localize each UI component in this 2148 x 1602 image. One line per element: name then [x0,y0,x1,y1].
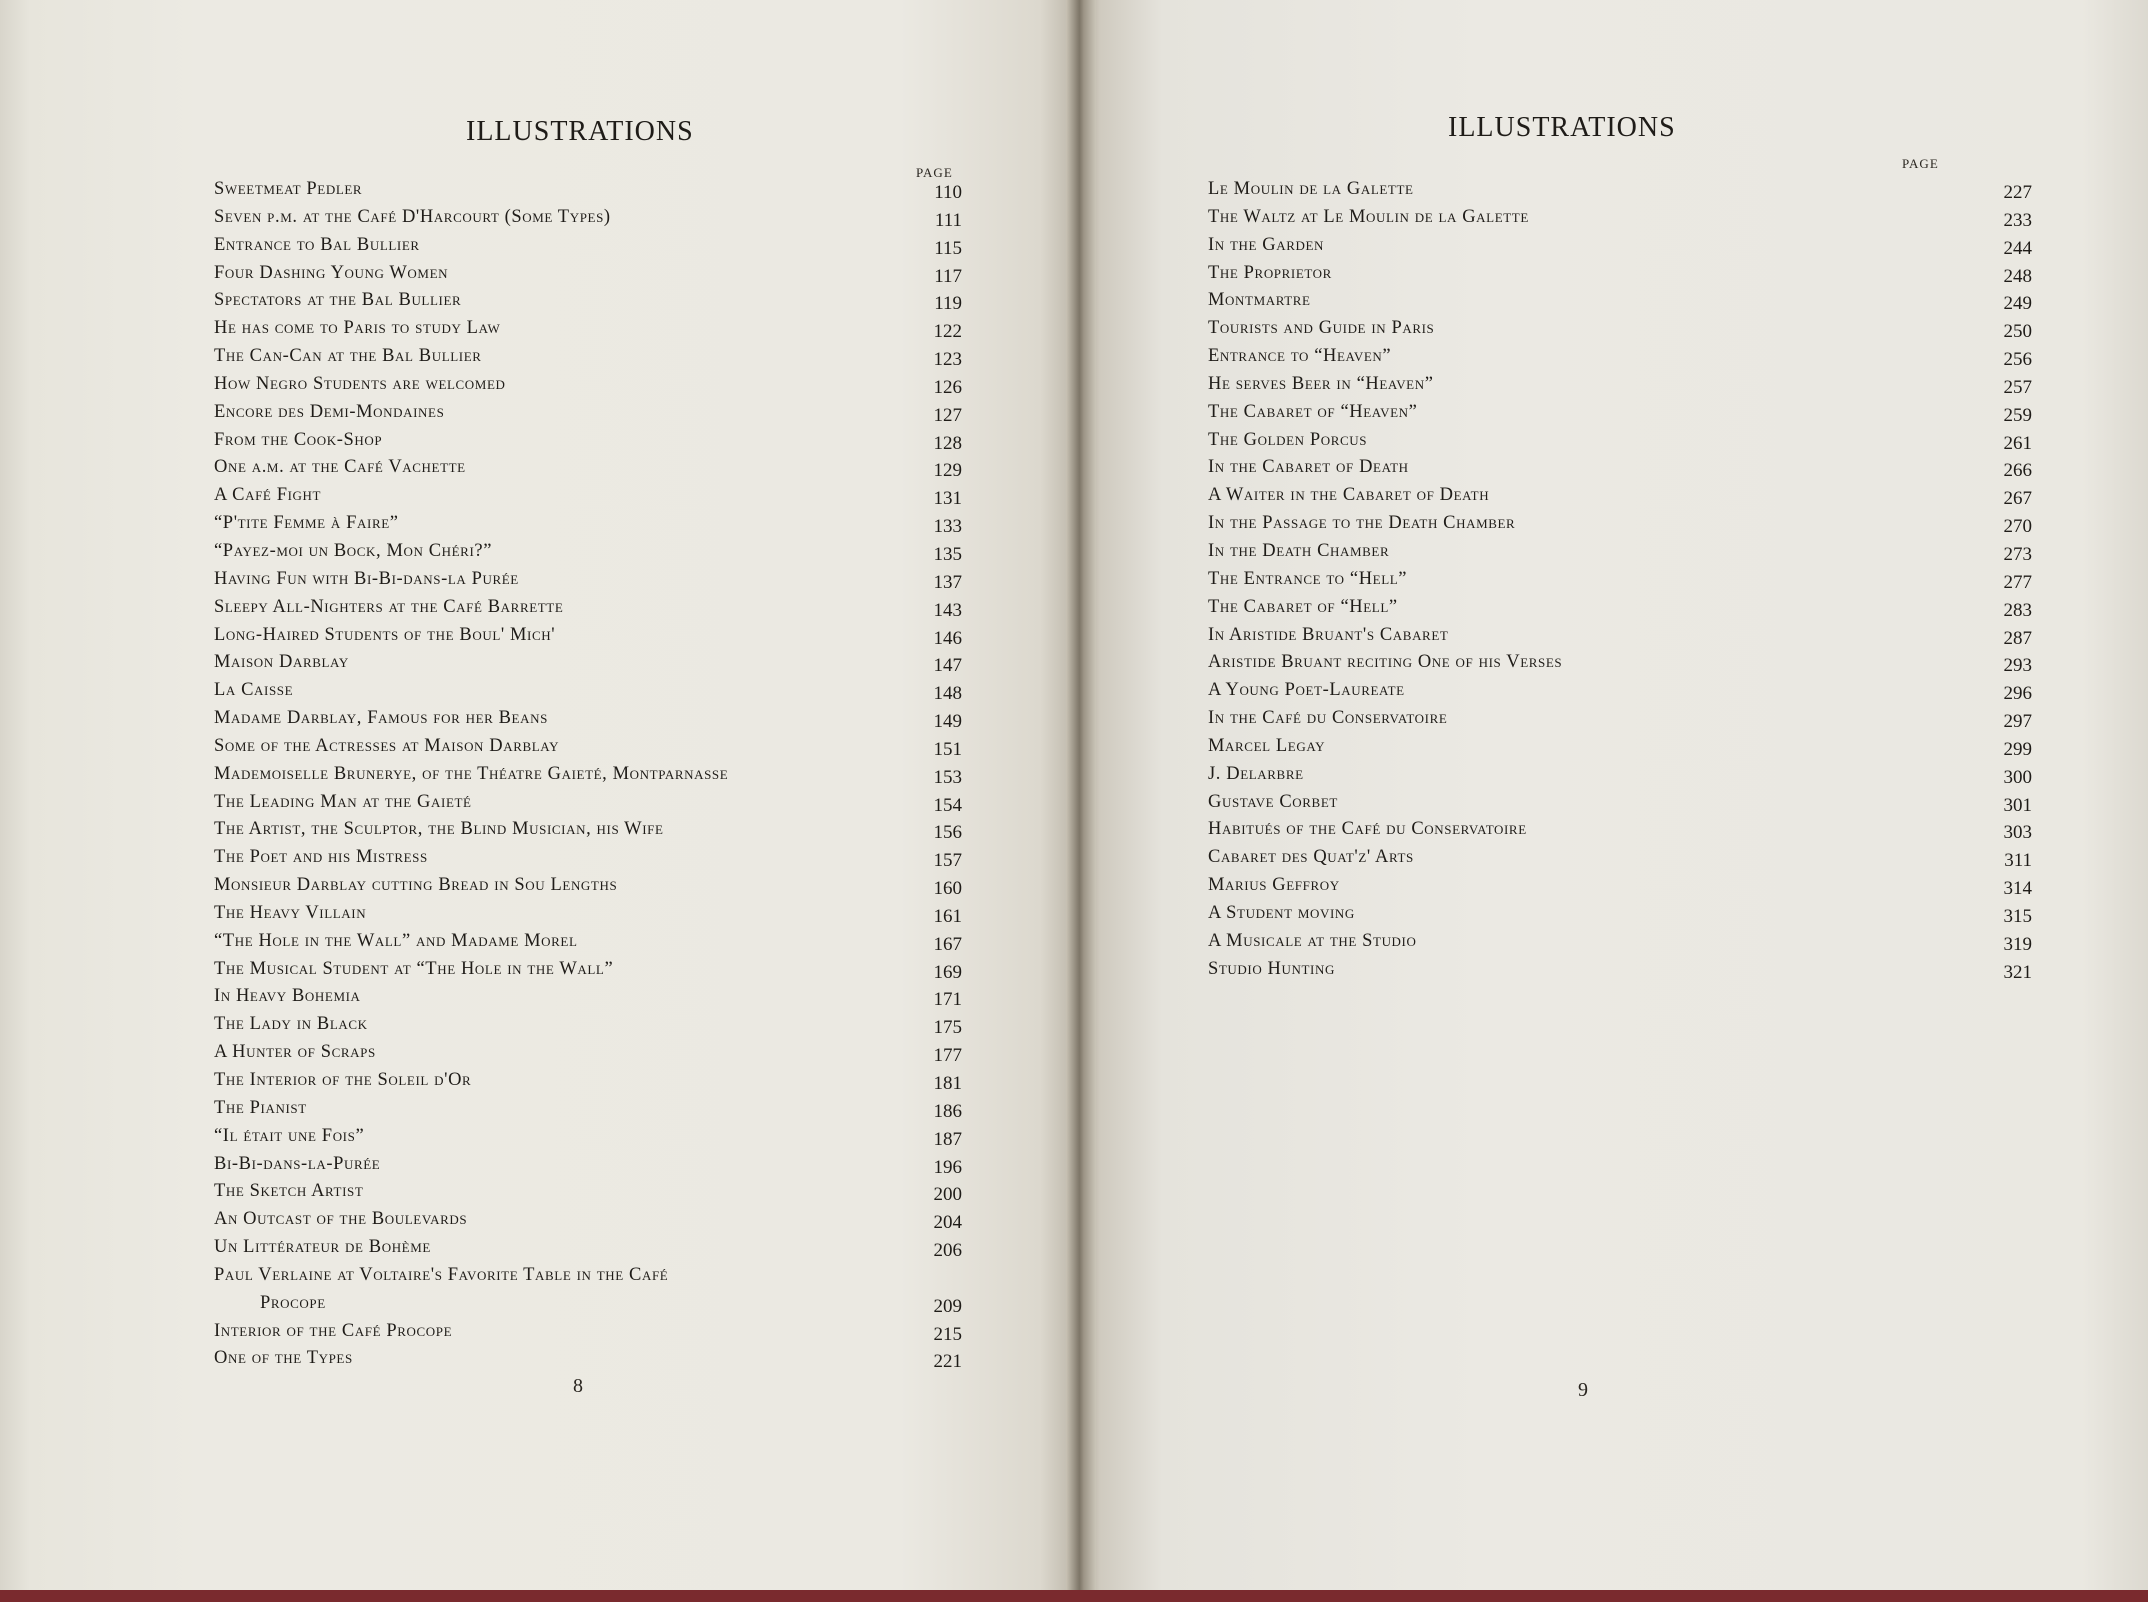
illustration-entry [214,761,962,789]
illustration-title: A Waiter in the Cabaret of Death [1208,485,1490,506]
illustration-page-number: 119 [934,293,962,315]
illustration-title: He has come to Paris to study Law [214,318,501,339]
illustration-page-number: 233 [2003,209,2032,231]
illustration-entry [214,427,962,455]
illustration-entry [214,1039,962,1067]
illustration-entry [1208,427,2032,455]
illustration-title: “Payez-moi un Bock, Mon Chéri?” [214,540,493,561]
illustration-title: A Student moving [1208,902,1355,923]
illustration-entry [214,789,962,817]
illustration-title: The Cabaret of “Heaven” [1208,401,1418,422]
illustration-page-number: 209 [933,1295,962,1317]
illustration-page-number: 204 [933,1212,962,1234]
illustration-entry [1208,510,2032,538]
illustration-title: In the Death Chamber [1208,540,1390,561]
illustration-page-number: 111 [934,209,962,231]
illustration-title: La Caisse [214,680,294,701]
illustration-page-number: 293 [2003,655,2032,677]
illustration-title: Interior of the Café Procope [214,1320,453,1341]
illustration-entry [214,1318,962,1346]
left-illustration-list [214,176,962,1373]
illustration-entry [214,844,962,872]
illustration-entry [1208,900,2032,928]
illustration-page-number: 273 [2003,543,2032,565]
illustration-entry [1208,816,2032,844]
illustration-page-number: 257 [2003,376,2032,398]
illustration-title: In the Passage to the Death Chamber [1208,513,1516,534]
illustration-title: J. Delarbre [1208,763,1304,784]
illustration-page-number: 122 [933,321,962,343]
illustration-page-number: 181 [933,1073,962,1094]
illustration-title: Spectators at the Bal Bullier [214,290,462,311]
illustration-entry [1208,956,2032,984]
illustration-page-number: 177 [933,1045,962,1067]
illustration-title: Long-Haired Students of the Boul' Mich' [214,624,556,645]
illustration-title: Cabaret des Quat'z' Arts [1208,847,1414,868]
left-page-number: 8 [573,1375,583,1397]
illustration-page-number: 256 [2003,349,2032,371]
illustration-page-number: 277 [2003,571,2032,593]
illustration-title: Entrance to “Heaven” [1208,346,1392,367]
illustration-title: The Can-Can at the Bal Bullier [214,346,482,367]
illustration-page-number: 315 [2003,905,2032,927]
illustration-title: The Golden Porcus [1208,429,1368,450]
illustration-title: “P'tite Femme à Faire” [214,513,399,534]
illustration-entry [1208,928,2032,956]
illustration-title: In the Cabaret of Death [1208,457,1409,478]
illustration-title: The Artist, the Sculptor, the Blind Musician, his Wife [214,819,664,840]
illustration-page-number: 227 [2003,182,2032,203]
illustration-page-number: 296 [2003,683,2032,705]
illustration-entry [214,705,962,733]
illustration-entry [1208,705,2032,733]
illustration-page-number: 147 [933,655,962,677]
illustration-entry [214,204,962,232]
illustration-title: Un Littérateur de Bohème [214,1237,431,1258]
illustration-page-number: 157 [933,850,962,872]
illustration-title: Le Moulin de la Galette [1208,179,1414,199]
illustration-title: Bi-Bi-dans-la-Purée [214,1153,381,1174]
illustration-entry [1208,232,2032,260]
illustration-title: Madame Darblay, Famous for her Beans [214,708,548,729]
illustration-page-number: 131 [933,488,962,510]
right-page-heading: ILLUSTRATIONS [1448,112,1676,143]
illustration-page-number: 115 [934,237,962,259]
illustration-page-number: 297 [2003,711,2032,733]
illustration-entry [214,260,962,288]
illustration-page-number: 206 [933,1240,962,1262]
illustration-page-number: 161 [933,905,962,927]
illustration-page-number: 311 [2004,850,2032,872]
right-page [1082,0,2148,1596]
illustration-page-number: 250 [2003,321,2032,343]
illustration-page-number: 244 [2003,237,2032,259]
illustration-entry [214,1178,962,1206]
illustration-entry [214,315,962,343]
illustration-entry [214,399,962,427]
illustration-entry [1208,371,2032,399]
illustration-page-number: 133 [933,516,962,538]
illustration-title: Gustave Corbet [1208,791,1338,812]
illustration-page-number: 249 [2003,293,2032,315]
illustration-entry [214,287,962,315]
illustration-page-number: 303 [2003,822,2032,844]
illustration-page-number: 156 [933,822,962,844]
illustration-page-number: 259 [2003,404,2032,426]
illustration-page-number: 117 [934,265,962,287]
illustration-page-number: 186 [933,1100,962,1122]
illustration-page-number: 110 [934,182,962,203]
illustration-entry [214,454,962,482]
illustration-title: A Café Fight [214,485,322,506]
illustration-entry [1208,287,2032,315]
left-page-heading: ILLUSTRATIONS [466,116,694,147]
illustration-page-number: 137 [933,571,962,593]
illustration-entry [214,983,962,1011]
illustration-title: The Sketch Artist [214,1181,364,1202]
illustration-entry [214,371,962,399]
illustration-page-number: 146 [933,627,962,649]
right-illustration-list [1208,176,2032,983]
illustration-title: An Outcast of the Boulevards [214,1209,468,1230]
book-gutter [1066,0,1096,1602]
illustration-title: In Heavy Bohemia [214,986,361,1007]
illustration-title-continuation: Procope [260,1292,326,1313]
illustration-entry [214,872,962,900]
illustration-title: Encore des Demi-Mondaines [214,401,445,422]
illustration-entry [214,176,962,204]
illustration-entry [1208,594,2032,622]
illustration-page-number: 167 [933,933,962,955]
illustration-page-number: 123 [933,349,962,371]
illustration-title: A Hunter of Scraps [214,1042,376,1063]
illustration-entry [214,1206,962,1234]
illustration-title: A Young Poet-Laureate [1208,680,1405,701]
illustration-entry [214,1123,962,1151]
illustration-title: Seven p.m. at the Café D'Harcourt (Some Types) [214,206,611,227]
illustration-page-number: 287 [2003,627,2032,649]
illustration-title: Tourists and Guide in Paris [1208,318,1435,339]
illustration-entry [214,956,962,984]
illustration-page-number: 148 [933,683,962,705]
illustration-entry [214,566,962,594]
illustration-title: “The Hole in the Wall” and Madame Morel [214,930,578,951]
illustration-title: Marcel Legay [1208,735,1326,756]
illustration-entry [214,1262,962,1318]
illustration-entry [1208,649,2032,677]
illustration-page-number: 248 [2003,265,2032,287]
illustration-entry [1208,789,2032,817]
illustration-page-number: 300 [2003,766,2032,788]
illustration-title: He serves Beer in “Heaven” [1208,373,1434,394]
illustration-entry [214,928,962,956]
illustration-page-number: 267 [2003,488,2032,510]
illustration-title: How Negro Students are welcomed [214,373,506,394]
illustration-page-number: 299 [2003,738,2032,760]
illustration-title: Maison Darblay [214,652,349,673]
illustration-entry [1208,538,2032,566]
illustration-entry [1208,761,2032,789]
illustration-entry [214,816,962,844]
illustration-entry [214,538,962,566]
illustration-page-number: 261 [2003,432,2032,454]
illustration-title: Some of the Actresses at Maison Darblay [214,735,560,756]
illustration-entry [1208,566,2032,594]
illustration-title: Having Fun with Bi-Bi-dans-la Purée [214,568,519,589]
illustration-entry [1208,260,2032,288]
illustration-page-number: 149 [933,711,962,733]
illustration-entry [1208,677,2032,705]
illustration-title: Habitués of the Café du Conservatoire [1208,819,1527,840]
illustration-title: In the Garden [1208,234,1325,255]
illustration-page-number: 175 [933,1017,962,1039]
illustration-page-number: 135 [933,543,962,565]
illustration-title: Paul Verlaine at Voltaire's Favorite Table in the Café [214,1264,669,1285]
illustration-title: Aristide Bruant reciting One of his Verses [1208,652,1563,673]
illustration-title: The Interior of the Soleil d'Or [214,1070,472,1090]
illustration-title: Sleepy All-Nighters at the Café Barrette [214,596,564,617]
illustration-entry [214,1011,962,1039]
illustration-entry [214,1345,962,1373]
illustration-entry [214,232,962,260]
illustration-entry [1208,733,2032,761]
illustration-page-number: 283 [2003,599,2032,621]
illustration-title: Montmartre [1208,290,1311,311]
illustration-page-number: 128 [933,432,962,454]
illustration-page-number: 221 [933,1351,962,1373]
illustration-entry [1208,343,2032,371]
illustration-entry [1208,315,2032,343]
illustration-page-number: 215 [933,1323,962,1345]
illustration-title: One of the Types [214,1348,353,1369]
illustration-page-number: 127 [933,404,962,426]
illustration-page-number: 321 [2003,961,2032,983]
illustration-title: “Il était une Fois” [214,1125,365,1146]
illustration-entry [1208,622,2032,650]
illustration-title: The Cabaret of “Hell” [1208,596,1398,617]
illustration-entry [214,482,962,510]
illustration-entry [1208,399,2032,427]
illustration-entry [1208,204,2032,232]
illustration-entry [214,649,962,677]
illustration-title: The Poet and his Mistress [214,847,428,868]
illustration-entry [1208,844,2032,872]
illustration-entry [214,510,962,538]
illustration-page-number: 196 [933,1156,962,1178]
illustration-title: From the Cook-Shop [214,429,383,450]
illustration-page-number: 171 [933,989,962,1011]
illustration-page-number: 153 [933,766,962,788]
illustration-page-number: 169 [933,961,962,983]
illustration-page-number: 319 [2003,933,2032,955]
illustration-entry [214,677,962,705]
illustration-title: The Lady in Black [214,1014,368,1035]
right-page-number: 9 [1578,1379,1588,1401]
illustration-title: Four Dashing Young Women [214,262,449,283]
illustration-title: The Waltz at Le Moulin de la Galette [1208,206,1529,227]
illustration-title: In Aristide Bruant's Cabaret [1208,624,1449,645]
illustration-title: The Pianist [214,1097,307,1118]
illustration-entry [214,594,962,622]
illustration-title: The Entrance to “Hell” [1208,568,1408,589]
illustration-title: The Proprietor [1208,262,1332,283]
illustration-title: Monsieur Darblay cutting Bread in Sou Lengths [214,875,618,896]
illustration-title: In the Café du Conservatoire [1208,708,1448,729]
illustration-entry [1208,176,2032,204]
illustration-title: The Leading Man at the Gaieté [214,791,472,812]
illustration-page-number: 151 [933,738,962,760]
illustration-page-number: 129 [933,460,962,482]
illustration-entry [214,1234,962,1262]
right-page-column-label: PAGE [1902,156,1939,171]
illustration-page-number: 154 [933,794,962,816]
illustration-page-number: 301 [2003,794,2032,816]
illustration-page-number: 314 [2003,878,2032,900]
illustration-entry [214,1067,962,1095]
illustration-title: The Heavy Villain [214,902,367,923]
illustration-page-number: 160 [933,878,962,900]
illustration-entry [214,622,962,650]
illustration-title: Sweetmeat Pedler [214,179,363,199]
illustration-page-number: 270 [2003,516,2032,538]
illustration-title: One a.m. at the Café Vachette [214,457,466,478]
illustration-title: Studio Hunting [1208,958,1335,979]
illustration-entry [214,733,962,761]
illustration-page-number: 200 [933,1184,962,1206]
left-page-column-label: PAGE [916,165,953,180]
illustration-page-number: 266 [2003,460,2032,482]
illustration-entry [214,1095,962,1123]
illustration-title: Entrance to Bal Bullier [214,234,420,255]
illustration-entry [214,1151,962,1179]
illustration-page-number: 126 [933,376,962,398]
illustration-title: Marius Geffroy [1208,875,1340,896]
book-cover-edge [0,1590,2148,1602]
illustration-entry [1208,482,2032,510]
illustration-entry [1208,872,2032,900]
illustration-title: A Musicale at the Studio [1208,930,1417,951]
illustration-page-number: 143 [933,599,962,621]
illustration-entry [214,900,962,928]
illustration-entry [214,343,962,371]
illustration-entry [1208,454,2032,482]
illustration-page-number: 187 [933,1128,962,1150]
illustration-title: Mademoiselle Brunerye, of the Théatre Gaieté, Montparnasse [214,763,729,784]
illustration-title: The Musical Student at “The Hole in the Wall” [214,958,614,979]
